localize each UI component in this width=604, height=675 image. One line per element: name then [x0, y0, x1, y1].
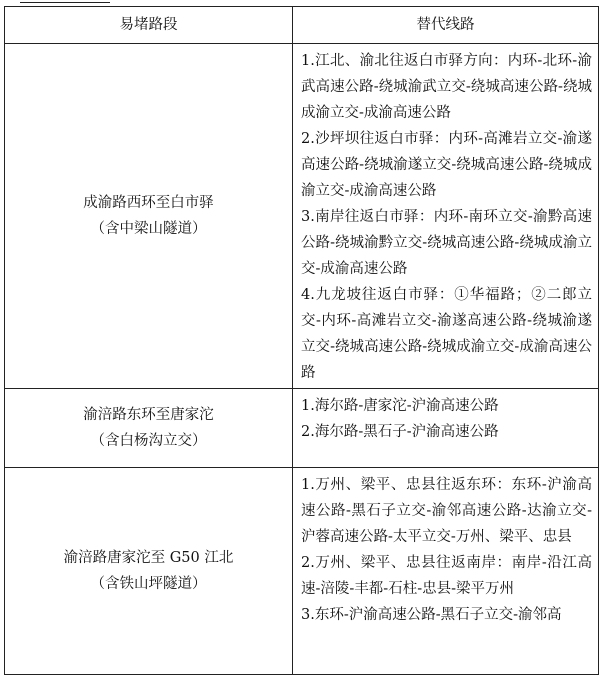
section-cell [5, 389, 293, 468]
route-item: 2.海尔路-黑石子-沪渝高速公路 [301, 424, 499, 440]
section-name: 成渝路西环至白市驿 [83, 195, 214, 211]
routes-cell [293, 44, 599, 389]
congestion-routes-table [4, 6, 599, 675]
route-item: 3.东环-沪渝高速公路-黑石子立交-渝邻高 [301, 607, 562, 623]
route-item: 4.九龙坡往返白市驿：①华福路；②二郎立交-内环-高滩岩立交-渝遂高速公路-绕城渝遂立交-绕城高速公路-绕城成渝立交-成渝高速公路 [301, 287, 592, 381]
routes-cell [293, 468, 599, 675]
route-item: 2.万州、梁平、忠县往返南岸：南岸-沿江高速-涪陵-丰都-石柱-忠县-梁平万州 [301, 555, 592, 597]
section-note: （含中梁山隧道） [90, 221, 207, 237]
route-item: 1.江北、渝北往返白市驿方向：内环-北环-渝武高速公路-绕城渝武立交-绕城高速公路-绕城成渝立交-成渝高速公路 [301, 53, 592, 121]
section-cell [5, 44, 293, 389]
table-row [5, 44, 599, 389]
header-alternative-route: 替代线路 [293, 7, 599, 44]
section-note: （含铁山坪隧道） [90, 576, 207, 592]
table-row [5, 468, 599, 675]
table-row [5, 389, 599, 468]
route-item: 1.万州、梁平、忠县往返东环：东环-沪渝高速公路-黑石子立交-渝邻高速公路-达渝立交-沪蓉高速公路-太平立交-万州、梁平、忠县 [301, 477, 592, 545]
route-item: 1.海尔路-唐家沱-沪渝高速公路 [301, 398, 499, 414]
routes-cell [293, 389, 599, 468]
section-note: （含白杨沟立交） [90, 433, 207, 449]
section-name: 渝涪路东环至唐家沱 [83, 407, 214, 423]
section-name: 渝涪路唐家沱至 G50 江北 [63, 550, 234, 566]
route-item: 2.沙坪坝往返白市驿：内环-高滩岩立交-渝遂高速公路-绕城渝遂立交-绕城高速公路-绕城成渝立交-成渝高速公路 [301, 131, 592, 199]
section-cell [5, 468, 293, 675]
previous-page-rule [20, 0, 110, 3]
table-header-row [5, 7, 599, 44]
route-item: 3.南岸往返白市驿：内环-南环立交-渝黔高速公路-绕城渝黔立交-绕城高速公路-绕城成渝立交-成渝高速公路 [301, 209, 592, 277]
header-congested-section: 易堵路段 [5, 7, 293, 44]
